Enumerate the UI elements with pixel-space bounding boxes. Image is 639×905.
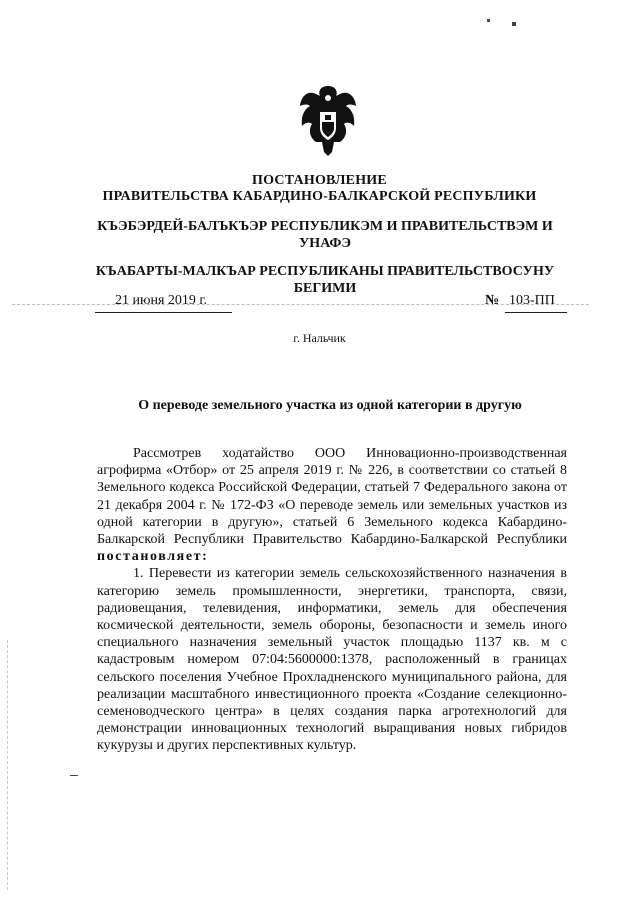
number-sign: № <box>485 293 500 308</box>
header-title: ПОСТАНОВЛЕНИЕ <box>252 173 387 188</box>
number-underline <box>505 312 567 313</box>
paragraph-preamble <box>97 445 567 565</box>
resolves-verb: постановляет: <box>97 549 209 565</box>
header-kabardian: КЪЭБЭРДЕЙ-БАЛЪКЪЭР РЕСПУБЛИКЭМ И ПРАВИТЕЛЬСТВЭМ И УНАФЭ <box>97 219 553 251</box>
date-number-line <box>0 293 639 317</box>
paragraph-item-1: 1. Перевести из категории земель сельскохозяйственного назначения в категорию земель промышленности, энергетики, транспорта, связи, радиовещания, телевидения, информатики, земель для обеспечения космической деятельности, земель обороны, безопасности и земель иного специального назначения земельный участок площадью 1137 кв. м с кадастровым номером 07:04:5600000:1378, расположенный в границах сельского поселения Учебное Прохладненского муниципального района, для реализации масштабного инвестиционного проекта «Создание селекционно-семеноводческого центра» в целях создания парка агротехнологий для демонстрации инновационных технологий выращивания новых гибридов кукурузы и других перспективных культур. <box>97 566 567 754</box>
dashed-rule <box>12 304 589 305</box>
preamble-text: Рассмотрев ходатайство ООО Инновационно-производственная агрофирма «Отбор» от 25 апреля 2019 г. № 226, в соответствии со статьей 8 Земельного кодекса Российской Федерации, статьей 7 Федерального закона от 21 декабря 2004 г. № 172-ФЗ «О переводе земель или земельных участков из одной категории в другую», статьей 6 Земельного кодекса Кабардино-Балкарской Республики Правительство Кабардино-Балкарской Республики <box>97 446 567 548</box>
scan-speck <box>512 22 516 26</box>
scan-speck <box>70 775 78 776</box>
scan-speck <box>487 19 490 22</box>
header-government: ПРАВИТЕЛЬСТВА КАБАРДИНО-БАЛКАРСКОЙ РЕСПУБЛИКИ <box>102 189 537 204</box>
document-date: 21 июня 2019 г. <box>115 293 208 308</box>
coat-of-arms-emblem <box>298 82 358 158</box>
document-number: 103-ПП <box>509 293 555 308</box>
city-name: г. Нальчик <box>293 331 346 345</box>
margin-scan-line <box>7 640 9 890</box>
date-underline <box>95 312 232 313</box>
document-title: О переводе земельного участка из одной категории в другую <box>138 398 522 413</box>
document-body <box>97 445 567 755</box>
header-balkar: КЪАБАРТЫ-МАЛКЪАР РЕСПУБЛИКАНЫ ПРАВИТЕЛЬСТВОСУНУ БЕГИМИ <box>95 264 555 296</box>
